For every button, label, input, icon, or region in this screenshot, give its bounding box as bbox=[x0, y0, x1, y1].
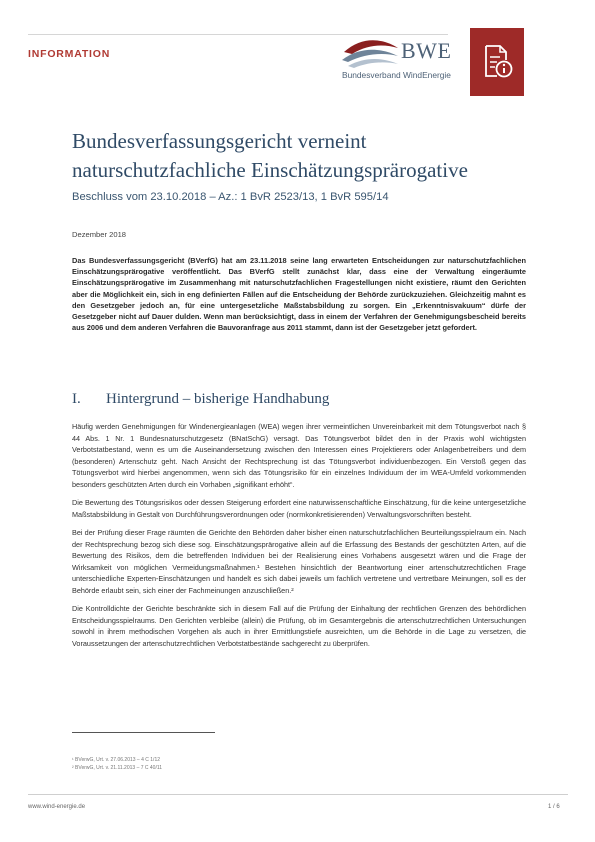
title-line: naturschutzfachliche Einschätzungsprärogative bbox=[72, 158, 468, 182]
footnote: ² BVerwG, Urt. v. 21.11.2013 – 7 C 40/11 bbox=[72, 765, 163, 771]
title-line: Bundesverfassungsgericht verneint bbox=[72, 129, 367, 153]
page-subtitle: Beschluss vom 23.10.2018 – Az.: 1 BvR 2523/13, 1 BvR 595/14 bbox=[72, 191, 389, 203]
document-info-icon bbox=[483, 44, 513, 78]
logo-subtitle: Bundesverband WindEnergie bbox=[342, 70, 451, 80]
publication-date: Dezember 2018 bbox=[72, 230, 127, 239]
body-paragraph: Bei der Prüfung dieser Frage räumten die Gerichte den Behörden daher bisher einen naturschutzfachlichen Beurteilungsspielraum ein. Nach der Rechtsprechung bezog sich diese sog. Einschätzungsprärogative allein auf die Erfassung des Bestands der geschützten Arten, auf die Bewertung des Risikos, dem die betreffenden Individuen bei der Realisierung eines Vorhabens ausgesetzt wären und die Frage der Wirksamkeit von möglichen Vermeidungsmaßnahmen.¹ Bestehen hinsichtlich der Beantwortung einer artenschutzrechtlichen Frage unterschiedliche Experten-Einschätzungen und handelt es sich dabei jeweils um fachlich vertretene und vertretbare Meinungen, soll es der Behörde erlaubt sein, sich einer der Fachmeinungen anzuschließen.² bbox=[72, 528, 526, 595]
logo-wordmark: BWE bbox=[401, 38, 452, 63]
page-number: 1 / 6 bbox=[548, 804, 560, 810]
section-title: Hintergrund – bisherige Handhabung bbox=[106, 391, 330, 407]
page-title bbox=[72, 127, 542, 185]
footnotes bbox=[72, 756, 162, 772]
document-type-label: INFORMATION bbox=[28, 48, 111, 60]
footnote: ¹ BVerwG, Urt. v. 27.06.2013 – 4 C 1/12 bbox=[72, 757, 161, 763]
body-paragraph: Die Bewertung des Tötungsrisikos oder dessen Steigerung erfordert eine naturwissenschaftliche Einschätzung, für die keine untergesetzliche Maßstabsbildung in Gestalt von Durchführungsverordnungen oder (normkonkretisierenden) Verwaltungsvorschriften besteht. bbox=[72, 498, 526, 519]
section-body bbox=[72, 421, 526, 656]
section-heading bbox=[72, 391, 329, 408]
body-paragraph: Häufig werden Genehmigungen für Windenergieanlagen (WEA) wegen ihrer vermeintlichen Unvereinbarkeit mit dem Tötungsverbot nach § 44 Abs. 1 Nr. 1 Bundesnaturschutzgesetz (BNatSchG) versagt. Das Tötungsverbot bildet den in der Praxis wohl wichtigsten Verbotstatbestand, wenn es um die Auseinandersetzung zwischen den Interessen eines Projektierers oder Anlagenbetreibers und dem (besonderen) Artenschutz geht. Nach Ansicht der Rechtsprechung ist das Tötungsverbot individuenbezogen. Ein Verstoß gegen das Tötungsverbot wird hierbei angenommen, wenn sich das Tötungsrisiko für ein einzelnes Individuum der im WEA-Umfeld vorkommenden besonders geschützten Arten durch ein Vorhaben „signifikant erhöht“. bbox=[72, 422, 526, 489]
info-badge bbox=[470, 28, 524, 96]
intro-paragraph: Das Bundesverfassungsgericht (BVerfG) hat am 23.11.2018 seine lang erwarteten Entscheidungen zur naturschutzfachlichen Einschätzungsprärogative veröffentlicht. Das BVerfG stellt zunächst klar, dass eine der Verwaltung eingeräumte Einschätzungsprärogative im Zusammenhang mit naturschutzfachlichen Fragestellungen nicht existiere, räumt den Gerichten aber die Möglichkeit ein, sich in eng definierten Fällen auf die Entscheidung der Behörde zurückzuziehen. Gleichzeitig mahnt es den Gesetzgeber jedoch an, für eine untergesetzliche Maßstabsbildung zu sorgen. Ein „Erkenntnisvakuum“ dürfe der Gesetzgeber nicht auf Dauer dulden. Wenn man berücksichtigt, dass in einem der Verfahren der Genehmigungsbescheid bereits aus 2006 und dem anderen Verfahren die Bauvoranfrage aus 2011 stammt, dann ist der Gesetzgeber jetzt gefordert. bbox=[72, 256, 526, 333]
footer-rule bbox=[28, 794, 568, 795]
footer-website-link[interactable]: www.wind-energie.de bbox=[28, 804, 86, 810]
footnote-separator bbox=[72, 732, 215, 733]
body-paragraph: Die Kontrolldichte der Gerichte beschränkte sich in diesem Fall auf die Prüfung der Einhaltung der rechtlichen Grenzen des behördlichen Entscheidungsspielraums. Den Gerichten verbleibe (allein) die Prüfung, ob im Gesamtergebnis die artenschutzrechtlichen Untersuchungen sowohl in ihrem methodischen Vorgehen als auch in ihrer Ermittlungstiefe ausreichten, um die Behörde in die Lage zu versetzen, die Voraussetzungen der artenschutzrechtlichen Verbotstatbestände sachgerecht zu überprüfen. bbox=[72, 604, 526, 648]
section-number: I. bbox=[72, 391, 81, 407]
